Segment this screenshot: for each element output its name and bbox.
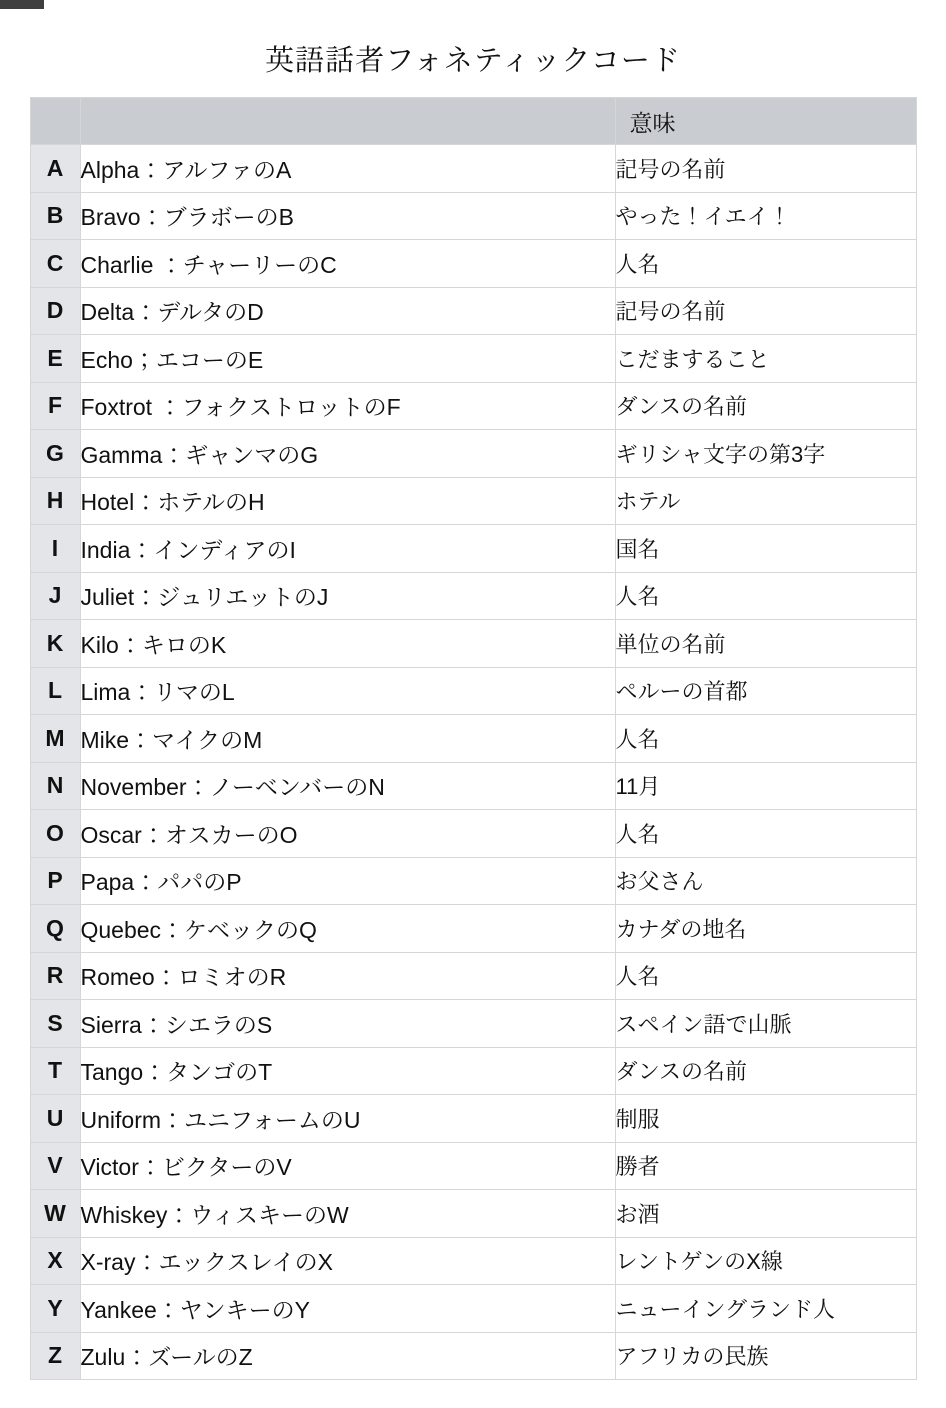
cell-letter: K: [30, 620, 80, 668]
cell-letter: O: [30, 810, 80, 858]
cell-word: X-ray：エックスレイのX: [80, 1237, 615, 1285]
table-row: [30, 762, 916, 810]
table-row: [30, 287, 916, 335]
cell-letter: A: [30, 145, 80, 193]
cell-meaning: アフリカの民族: [615, 1332, 916, 1380]
cell-letter: P: [30, 857, 80, 905]
phonetic-code-table: [30, 97, 917, 1380]
cell-meaning: お酒: [615, 1190, 916, 1238]
cell-letter: F: [30, 382, 80, 430]
cell-word: Lima：リマのL: [80, 667, 615, 715]
cell-word: Echo；エコーのE: [80, 335, 615, 383]
cell-meaning: 記号の名前: [615, 287, 916, 335]
cell-meaning: ホテル: [615, 477, 916, 525]
cell-letter: J: [30, 572, 80, 620]
table-row: [30, 1047, 916, 1095]
table-row: [30, 1190, 916, 1238]
table-row: [30, 952, 916, 1000]
cell-meaning: 記号の名前: [615, 145, 916, 193]
table-row: [30, 1142, 916, 1190]
cell-meaning: ダンスの名前: [615, 382, 916, 430]
table-row: [30, 382, 916, 430]
table-row: [30, 240, 916, 288]
cell-letter: V: [30, 1142, 80, 1190]
table-row: [30, 810, 916, 858]
cell-letter: E: [30, 335, 80, 383]
cell-word: Juliet：ジュリエットのJ: [80, 572, 615, 620]
column-header-meaning-label: 意味: [629, 109, 676, 136]
table-row: [30, 335, 916, 383]
cell-meaning: ギリシャ文字の第3字: [615, 430, 916, 478]
table-row: [30, 477, 916, 525]
cell-letter: L: [30, 667, 80, 715]
cell-meaning: スペイン語で山脈: [615, 1000, 916, 1048]
cell-word: Delta：デルタのD: [80, 287, 615, 335]
cell-meaning: カナダの地名: [615, 905, 916, 953]
table-row: [30, 525, 916, 573]
table-row: [30, 620, 916, 668]
cell-meaning: 国名: [615, 525, 916, 573]
cell-letter: W: [30, 1190, 80, 1238]
cell-meaning: 勝者: [615, 1142, 916, 1190]
cell-letter: D: [30, 287, 80, 335]
cell-word: Whiskey：ウィスキーのW: [80, 1190, 615, 1238]
cell-word: Oscar：オスカーのO: [80, 810, 615, 858]
cell-meaning: 人名: [615, 952, 916, 1000]
cell-letter: S: [30, 1000, 80, 1048]
cell-letter: N: [30, 762, 80, 810]
cell-letter: B: [30, 192, 80, 240]
cell-word: Mike：マイクのM: [80, 715, 615, 763]
page-title: 英語話者フォネティックコード: [265, 45, 681, 77]
table-row: [30, 857, 916, 905]
cell-word: Romeo：ロミオのR: [80, 952, 615, 1000]
cell-letter: G: [30, 430, 80, 478]
cell-meaning: ペルーの首都: [615, 667, 916, 715]
cell-meaning: 人名: [615, 810, 916, 858]
cell-word: India：インディアのI: [80, 525, 615, 573]
cell-word: Sierra：シエラのS: [80, 1000, 615, 1048]
cell-meaning: こだますること: [615, 335, 916, 383]
cell-word: Hotel：ホテルのH: [80, 477, 615, 525]
cell-meaning: レントゲンのX線: [615, 1237, 916, 1285]
cell-letter: Y: [30, 1285, 80, 1333]
cell-word: Foxtrot ：フォクストロットのF: [80, 382, 615, 430]
cell-word: Kilo：キロのK: [80, 620, 615, 668]
cell-meaning: お父さん: [615, 857, 916, 905]
cell-letter: X: [30, 1237, 80, 1285]
table-row: [30, 572, 916, 620]
table-row: [30, 667, 916, 715]
table-header: [30, 98, 916, 145]
cell-word: Gamma：ギャンマのG: [80, 430, 615, 478]
cell-letter: Q: [30, 905, 80, 953]
cell-meaning: 人名: [615, 240, 916, 288]
cell-letter: C: [30, 240, 80, 288]
table-header-row: [30, 98, 916, 145]
table-row: [30, 905, 916, 953]
table-row: [30, 1332, 916, 1380]
column-header-meaning: [615, 98, 916, 145]
cell-word: Alpha：アルファのA: [80, 145, 615, 193]
cell-letter: T: [30, 1047, 80, 1095]
cell-letter: R: [30, 952, 80, 1000]
cell-meaning: 人名: [615, 715, 916, 763]
table-row: [30, 1285, 916, 1333]
table-row: [30, 430, 916, 478]
cell-meaning: やった！イエイ！: [615, 192, 916, 240]
table-row: [30, 1095, 916, 1143]
cell-word: November：ノーベンバーのN: [80, 762, 615, 810]
table-row: [30, 1237, 916, 1285]
cell-meaning: ダンスの名前: [615, 1047, 916, 1095]
cell-word: Uniform：ユニフォームのU: [80, 1095, 615, 1143]
cell-meaning: 制服: [615, 1095, 916, 1143]
cell-word: Quebec：ケベックのQ: [80, 905, 615, 953]
table-row: [30, 715, 916, 763]
cell-meaning: 単位の名前: [615, 620, 916, 668]
cell-word: Bravo：ブラボーのB: [80, 192, 615, 240]
cell-letter: M: [30, 715, 80, 763]
cell-word: Yankee：ヤンキーのY: [80, 1285, 615, 1333]
cell-letter: U: [30, 1095, 80, 1143]
cell-word: Tango：タンゴのT: [80, 1047, 615, 1095]
cell-meaning: 人名: [615, 572, 916, 620]
cell-letter: H: [30, 477, 80, 525]
cell-letter: I: [30, 525, 80, 573]
cell-letter: Z: [30, 1332, 80, 1380]
cell-word: Papa：パパのP: [80, 857, 615, 905]
table-body: [30, 145, 916, 1380]
table-row: [30, 145, 916, 193]
cell-word: Zulu：ズールのZ: [80, 1332, 615, 1380]
cell-word: Victor：ビクターのV: [80, 1142, 615, 1190]
table-row: [30, 1000, 916, 1048]
column-header-letter: [30, 98, 80, 145]
column-header-word: [80, 98, 615, 145]
table-row: [30, 192, 916, 240]
cell-meaning: 11月: [615, 762, 916, 810]
cell-meaning: ニューイングランド人: [615, 1285, 916, 1333]
screen-notch: [0, 0, 44, 9]
cell-word: Charlie ：チャーリーのC: [80, 240, 615, 288]
